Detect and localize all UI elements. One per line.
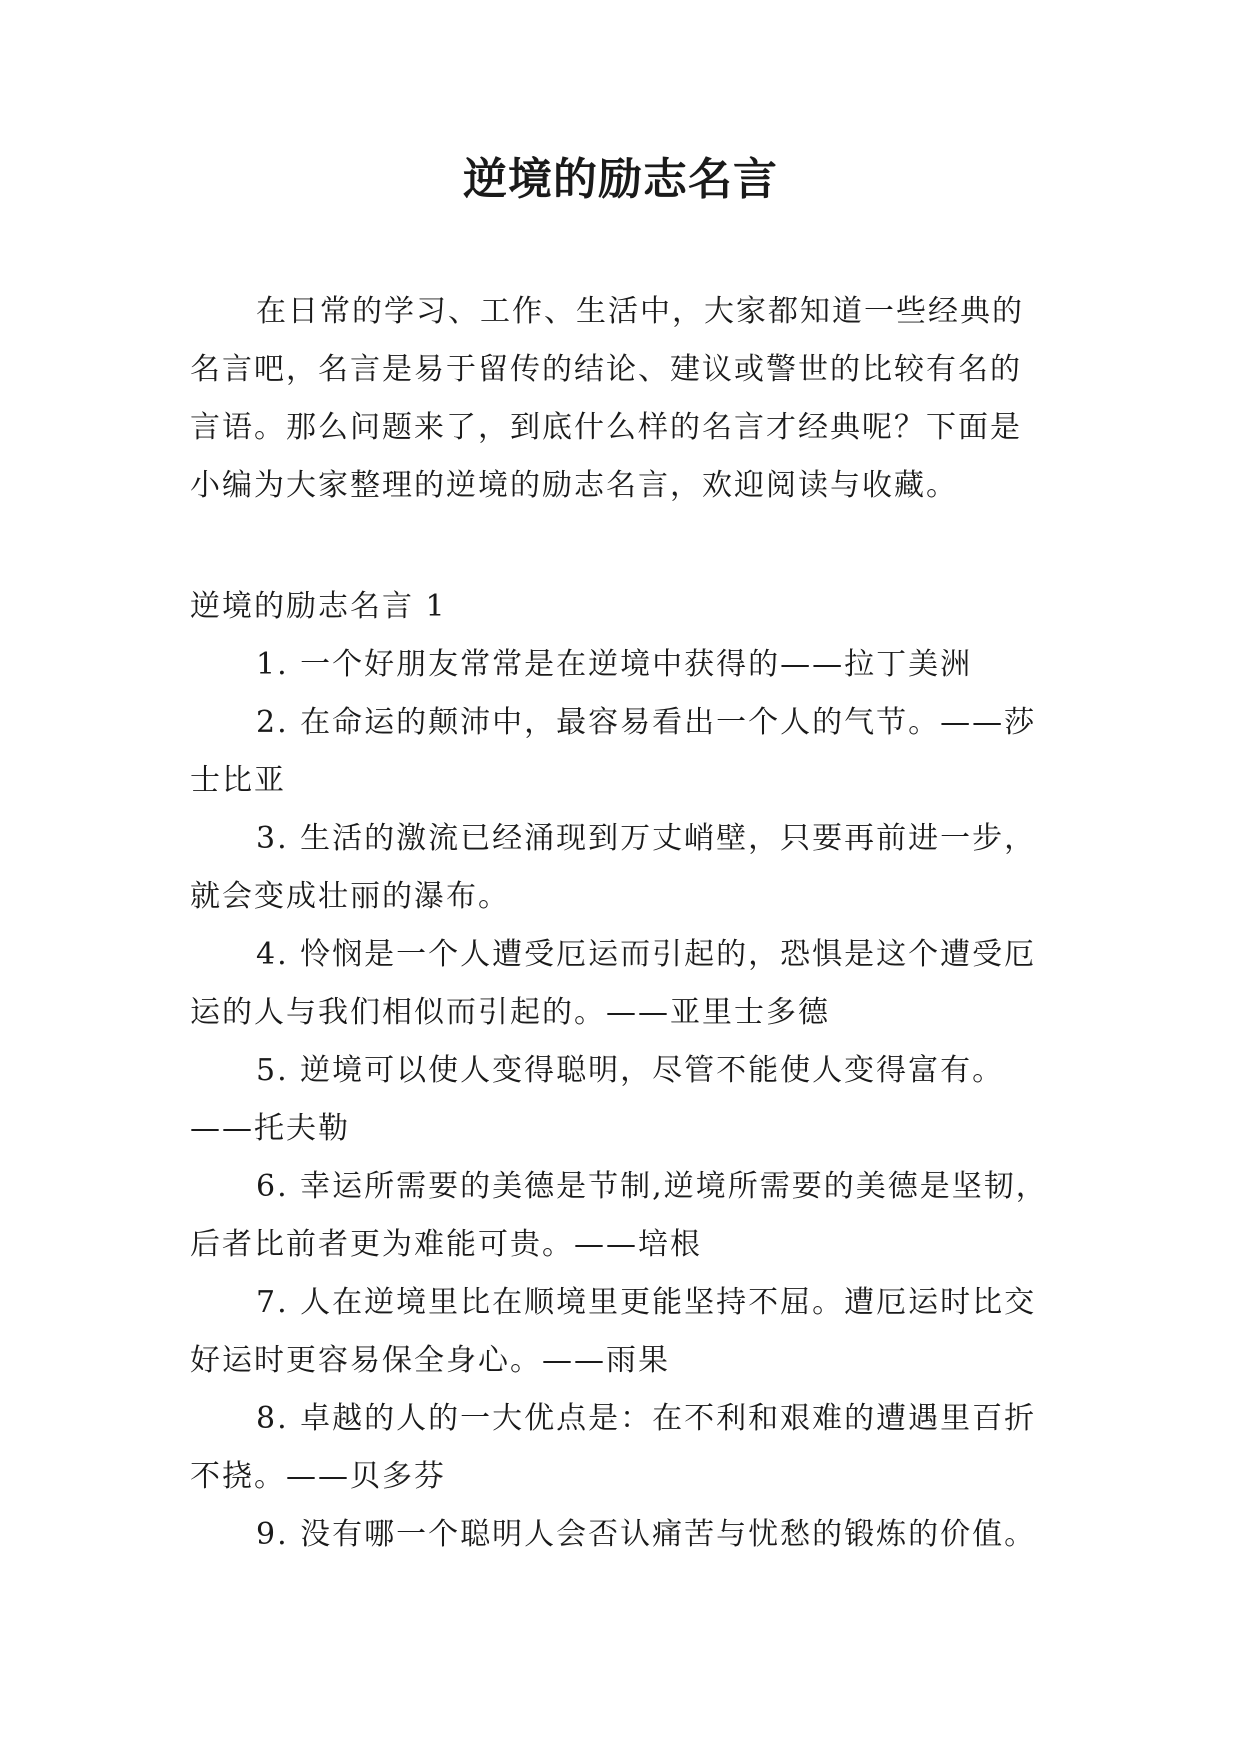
quote-item: 9. 没有哪一个聪明人会否认痛苦与忧愁的锻炼的价值。 <box>256 1517 1037 1552</box>
quote-item: 1. 一个好朋友常常是在逆境中获得的——拉丁美洲 <box>256 647 973 682</box>
quote-item: 6. 幸运所需要的美德是节制,逆境所需要的美德是坚韧，后者比前者更为难能可贵。——培根 <box>190 1169 1048 1262</box>
quote-item: 4. 怜悯是一个人遭受厄运而引起的，恐惧是这个遭受厄运的人与我们相似而引起的。——亚里士多德 <box>190 937 1037 1030</box>
intro-paragraph: 在日常的学习、工作、生活中，大家都知道一些经典的名言吧，名言是易于留传的结论、建议或警世的比较有名的言语。那么问题来了，到底什么样的名言才经典呢？下面是小编为大家整理的逆境的励志名言，欢迎阅读与收藏。 <box>190 294 1024 503</box>
document-title: 逆境的励志名言 <box>463 154 778 205</box>
quote-item: 2. 在命运的颠沛中，最容易看出一个人的气节。——莎士比亚 <box>190 705 1037 798</box>
quote-item: 3. 生活的激流已经涌现到万丈峭壁，只要再前进一步，就会变成壮丽的瀑布。 <box>190 821 1037 914</box>
quote-item: 7. 人在逆境里比在顺境里更能坚持不屈。遭厄运时比交好运时更容易保全身心。——雨果 <box>190 1285 1037 1378</box>
section-heading: 逆境的励志名言 1 <box>190 589 447 624</box>
quote-item: 5. 逆境可以使人变得聪明，尽管不能使人变得富有。——托夫勒 <box>190 1053 1005 1146</box>
quote-list <box>190 636 1050 1564</box>
quote-item: 8. 卓越的人的一大优点是：在不利和艰难的遭遇里百折不挠。——贝多芬 <box>190 1401 1037 1494</box>
